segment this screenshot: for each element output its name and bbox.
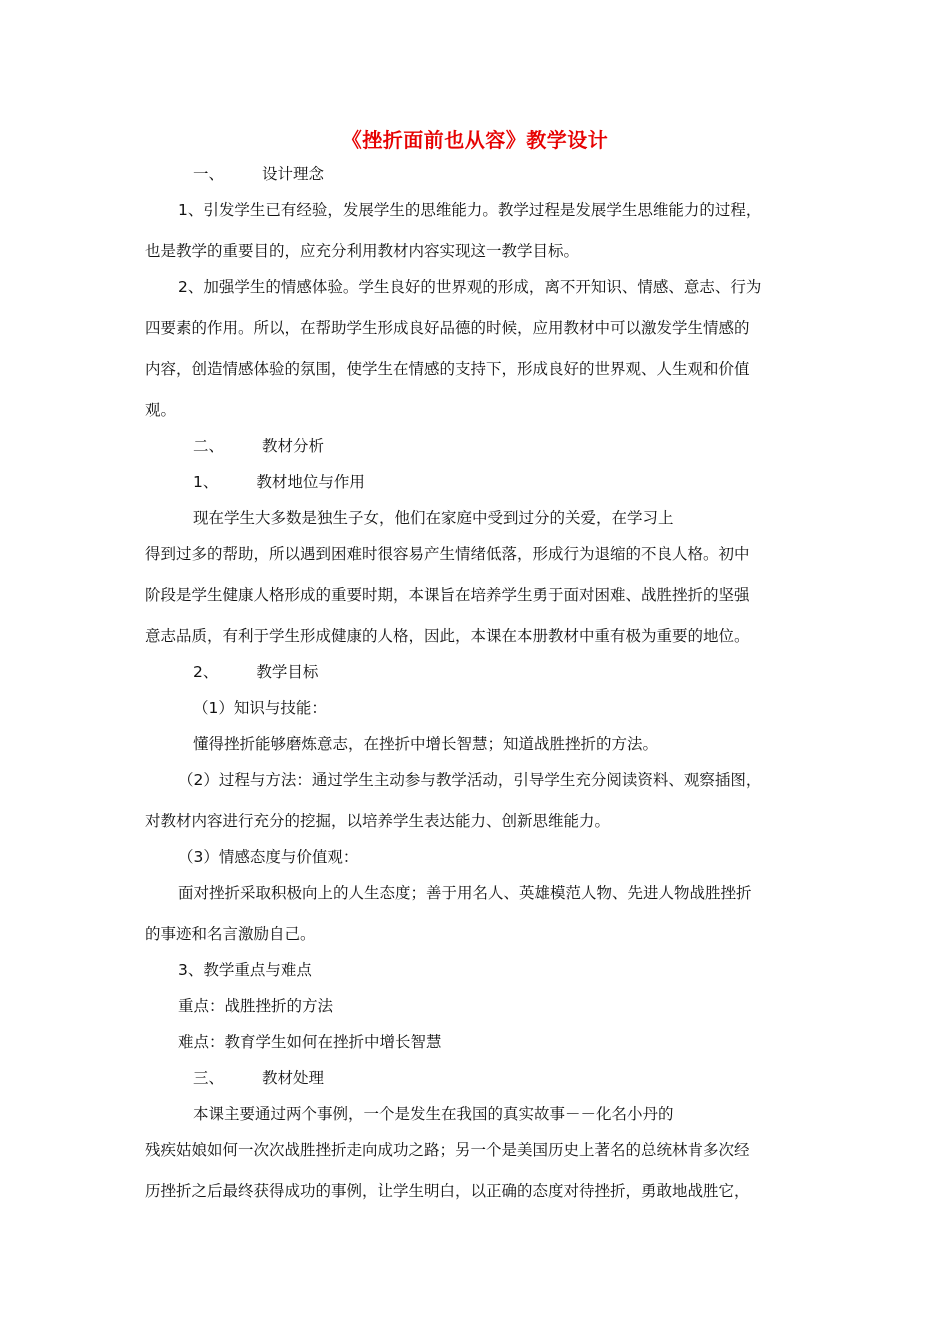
paragraph-line: 也是教学的重要目的，应充分利用教材内容实现这一教学目标。 (145, 242, 580, 260)
section-heading-2 (193, 436, 324, 456)
heading-text: 教材分析 (262, 437, 325, 455)
paragraph-line: 意志品质，有利于学生形成健康的人格，因此，本课在本册教材中重有极为重要的地位。 (145, 627, 750, 645)
paragraph-line: 得到过多的帮助，所以遇到困难时很容易产生情绪低落，形成行为退缩的不良人格。初中 (145, 545, 750, 563)
subsection-heading-2-3: 3、教学重点与难点 (178, 961, 312, 979)
heading-number: 1、 (193, 473, 219, 491)
paragraph-line: 现在学生大多数是独生子女，他们在家庭中受到过分的关爱，在学习上 (193, 509, 674, 527)
paragraph-line: 2、加强学生的情感体验。学生良好的世界观的形成，离不开知识、情感、意志、行为 (178, 278, 762, 296)
heading-number: 一、 (193, 165, 225, 183)
heading-number: 三、 (193, 1069, 225, 1087)
paragraph-line: 内容，创造情感体验的氛围，使学生在情感的支持下，形成良好的世界观、人生观和价值 (145, 360, 750, 378)
paragraph-line: 懂得挫折能够磨炼意志，在挫折中增长智慧；知道战胜挫折的方法。 (193, 735, 659, 753)
heading-text: 教材处理 (262, 1069, 325, 1087)
subsection-heading-2-2 (193, 662, 318, 682)
heading-text: 设计理念 (262, 165, 325, 183)
goal-label: （1）知识与技能： (193, 699, 327, 717)
paragraph-line: 本课主要通过两个事例，一个是发生在我国的真实故事－－化名小丹的 (193, 1105, 674, 1123)
heading-number: 2、 (193, 663, 219, 681)
paragraph-line: 残疾姑娘如何一次次战胜挫折走向成功之路；另一个是美国历史上著名的总统林肯多次经 (145, 1141, 750, 1159)
paragraph-line: （2）过程与方法：通过学生主动参与教学活动，引导学生充分阅读资料、观察插图， (178, 771, 762, 789)
paragraph-line: 历挫折之后最终获得成功的事例，让学生明白，以正确的态度对待挫折，勇敢地战胜它， (145, 1182, 750, 1200)
section-heading-3 (193, 1068, 324, 1088)
paragraph-line: 四要素的作用。所以，在帮助学生形成良好品德的时候，应用教材中可以激发学生情感的 (145, 319, 750, 337)
paragraph-line: 1、引发学生已有经验，发展学生的思维能力。教学过程是发展学生思维能力的过程， (178, 201, 762, 219)
paragraph-line: 阶段是学生健康人格形成的重要时期，本课旨在培养学生勇于面对困难、战胜挫折的坚强 (145, 586, 750, 604)
key-point: 重点：战胜挫折的方法 (178, 997, 334, 1015)
subsection-heading-2-1 (193, 472, 365, 492)
goal-label: （3）情感态度与价值观： (178, 848, 359, 866)
heading-text: 教材地位与作用 (256, 473, 365, 491)
heading-text: 教学目标 (256, 663, 319, 681)
difficult-point: 难点：教育学生如何在挫折中增长智慧 (178, 1033, 442, 1051)
heading-number: 二、 (193, 437, 225, 455)
paragraph-line: 对教材内容进行充分的挖掘，以培养学生表达能力、创新思维能力。 (145, 812, 611, 830)
document-title: 《挫折面前也从容》教学设计 (341, 128, 609, 152)
section-heading-1 (193, 164, 324, 184)
paragraph-line: 面对挫折采取积极向上的人生态度；善于用名人、英雄模范人物、先进人物战胜挫折 (178, 884, 752, 902)
paragraph-line: 观。 (145, 401, 177, 419)
paragraph-line: 的事迹和名言激励自己。 (145, 925, 316, 943)
